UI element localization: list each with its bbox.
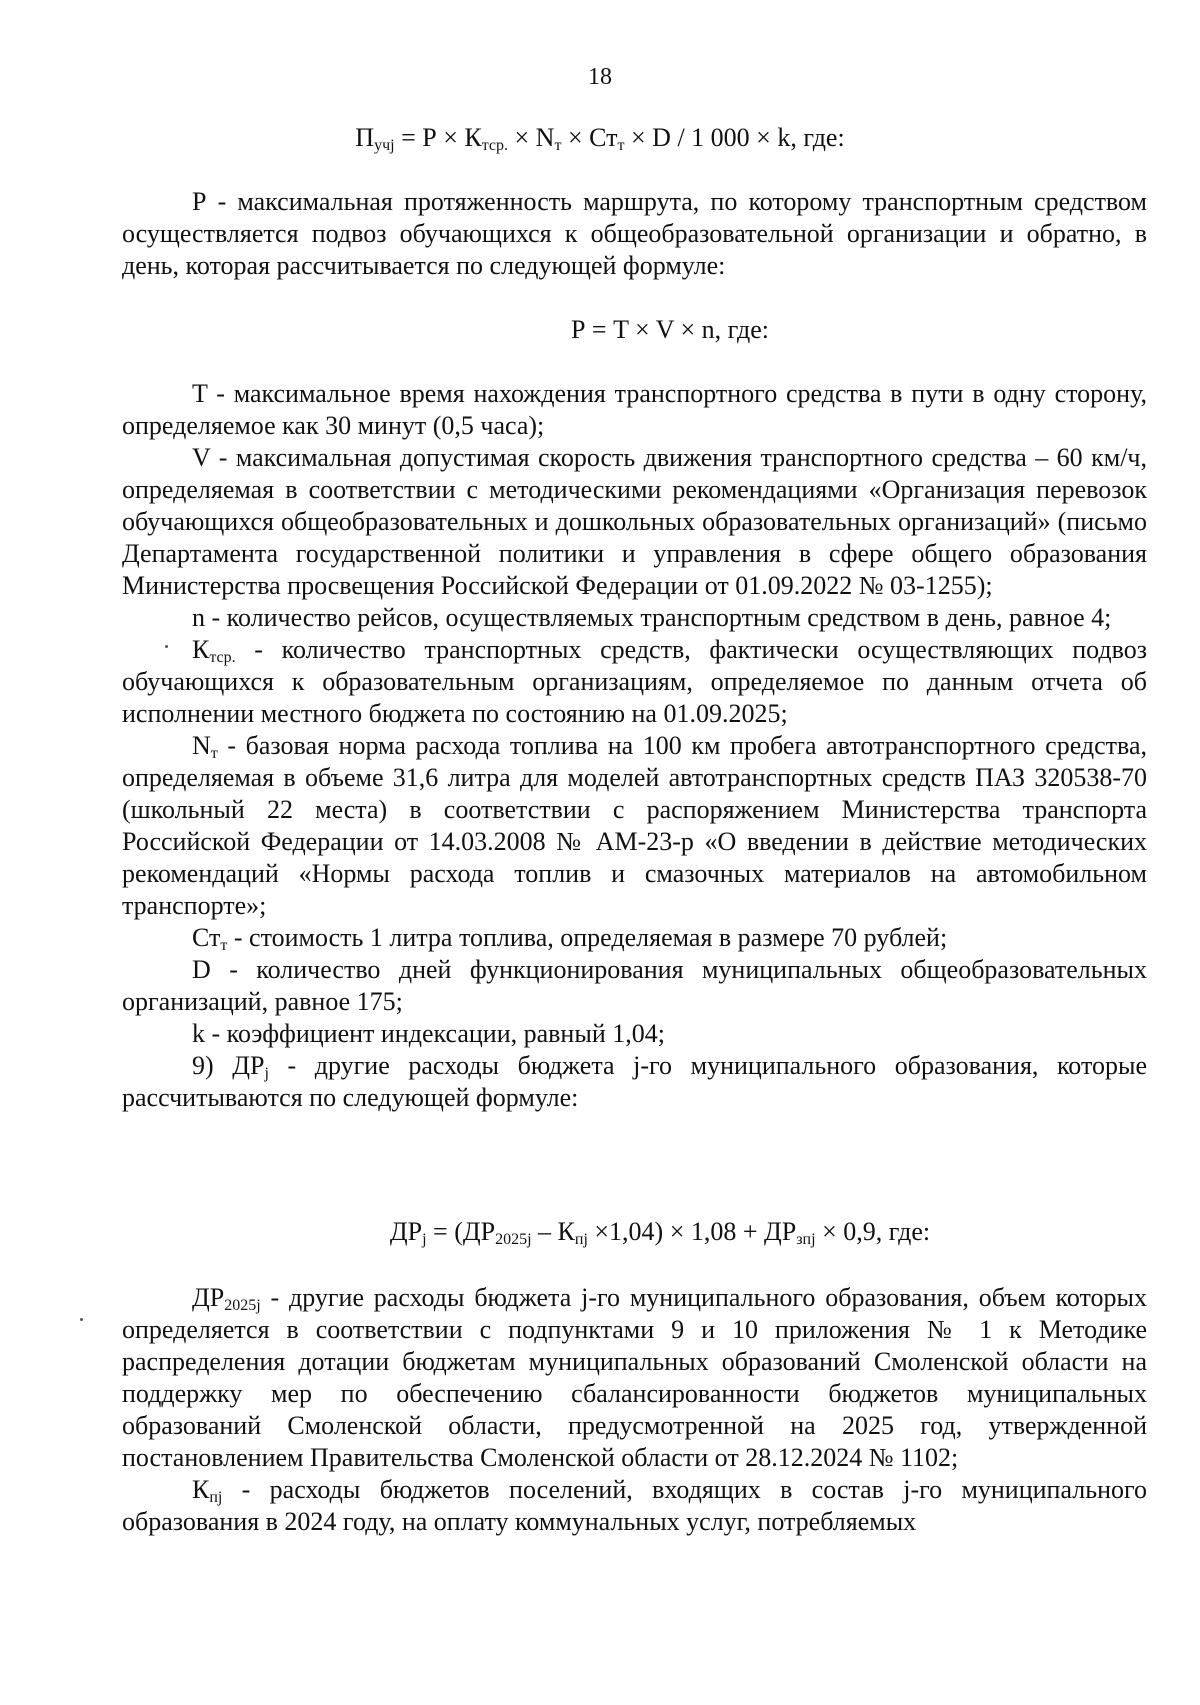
page-number: 18 [588,64,612,90]
paragraph-trips: n - количество рейсов, осуществляемых транспортным средством в день, равное 4; [192,603,1112,632]
formula-transport-costs [0,122,1200,154]
text-block-route-length [122,186,1147,282]
formula-other-expenses: $ДР_j = (ДР_{2025j} - К_{пj} \times 1,04) \times 1,08 + ДР_{зпj} \times 0,9$, где: [389,1217,931,1248]
text-block-dr2025 [122,1282,1147,1538]
text-block-definitions [122,378,1147,1114]
paragraph-index: k - коэффициент индексации, равный 1,04; [192,1019,665,1048]
paragraph-speed: V - максимальная допустимая скорость движения транспортного средства – 60 км/ч, определяемая в соответствии с методическими рекомендациями «Организация перевозок обучающихся общеобразовательных и дошкольных образовательных организаций» (письмо Департамента государственной политики и управления в сфере общего образования Министерства просвещения Российской Федерации от 01.09.2022 № 03-1255); [122,443,1147,600]
paragraph-dr2025: $ДР_{2025j}$ - другие расходы бюджета j-го муниципального образования, объем которых определяется в соответствии с подпунктами 9 и 10 приложения № 1 к Методике распределения дотации бюджетам муниципальных образований Смоленской области на поддержку мер по обеспечению сбалансированности бюджетов муниципальных образований Смоленской области, предусмотренной на 2025 год, утвержденной постановлением Правительства Смоленской области от 28.12.2024 № 1102; [122,1283,1147,1472]
formula-part: × N [508,123,555,152]
paragraph-fuel-norm: $N_т$ - базовая норма расхода топлива на 100 км пробега автотранспортного средства, определяемая в объеме 31,6 литра для моделей автотранспортных средств ПАЗ 320538-70 (школьный 22 места) в соответствии с распоряжением Министерства транспорта Российской Федерации от 14.03.2008 № АМ-23-р «О введении в действие методических рекомендаций «Нормы расхода топлив и смазочных материалов на автомобильном транспорте»; [122,731,1147,920]
formula-part: × Ст [561,123,618,152]
formula-part: × D / 1 000 × k, где: [624,123,845,152]
paragraph-vehicle-count: $К_{тср.}$ - количество транспортных средств, фактически осуществляющих подвоз обучающихся к образовательным организациям, определяемое по данным отчета об исполнении местного бюджета по состоянию на 01.09.2025; [122,635,1147,728]
paragraph-communal-costs: $К_{пj}$ - расходы бюджетов поселений, входящих в состав j-го муниципального образования в 2024 году, на оплату коммунальных услуг, потребляемых [122,1475,1147,1536]
formula-part: = Р × К [394,123,482,152]
paragraph-time: T - максимальное время нахождения транспортного средства в пути в одну сторону, определяемое как 30 минут (0,5 часа); [122,379,1147,440]
paragraph-days: D - количество дней функционирования муниципальных общеобразовательных организаций, равное 175; [122,955,1147,1016]
paragraph-route-length: Р - максимальная протяженность маршрута, по которому транспортным средством осуществляется подвоз обучающихся к общеобразовательной организации и обратно, в день, которая рассчитывается по следующей формуле: [122,187,1147,280]
scan-speck [165,645,168,648]
formula-symbol: П [355,123,375,152]
paragraph-fuel-cost: $Ст_т$ - стоимость 1 литра топлива, определяемая в размере 70 рублей; [192,923,948,954]
formula-subscript: учj [374,137,395,154]
paragraph-other-expenses: 9) $ДР_j$ - другие расходы бюджета j-го муниципального образования, которые рассчитываются по следующей формуле: [122,1051,1147,1112]
scan-speck [80,1318,83,1321]
formula-subscript: тср. [481,137,509,154]
formula-route-length: Р = T × V × n, где: [570,315,770,344]
formula-subscript: т [617,137,625,154]
formula-subscript: т [554,137,562,154]
